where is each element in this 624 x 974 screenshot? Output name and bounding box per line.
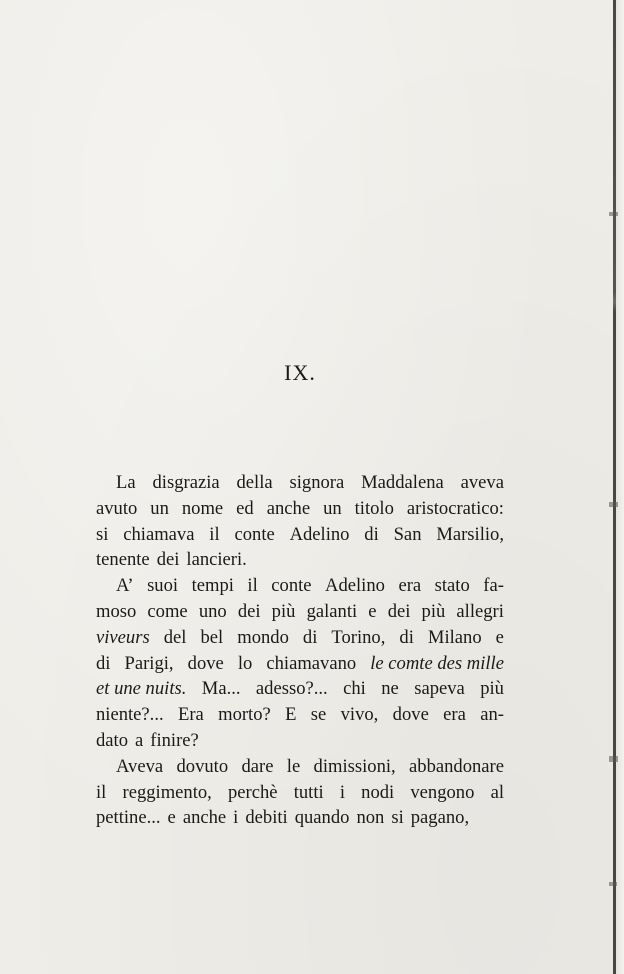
word: Adelino	[325, 575, 385, 597]
word: stato	[434, 575, 470, 597]
word: chi	[343, 678, 366, 700]
word: della	[236, 472, 273, 493]
word: viveurs	[96, 626, 150, 648]
word: dei	[156, 549, 180, 571]
word: conte	[234, 523, 275, 545]
word: avuto	[96, 497, 138, 519]
word: al	[490, 781, 504, 803]
word: un	[323, 497, 342, 519]
paragraph	[96, 573, 504, 754]
word: a	[135, 729, 144, 751]
text-line	[96, 573, 504, 599]
word: chiamava	[123, 523, 195, 545]
text-line	[96, 754, 504, 780]
word: fa-	[483, 575, 504, 597]
word: perchè	[227, 781, 278, 803]
word: Era	[177, 704, 204, 726]
word: il	[96, 781, 107, 803]
word: bel	[200, 626, 224, 648]
word: et une nuits.	[96, 678, 187, 700]
word: dovuto	[176, 755, 229, 777]
word: Adelino	[289, 523, 350, 545]
text-line	[96, 702, 504, 728]
word: e	[368, 600, 377, 622]
word: disgrazia	[152, 472, 220, 493]
word: signora	[289, 472, 345, 493]
word: ed	[236, 497, 254, 519]
word: vivo,	[340, 704, 379, 726]
word: Parigi,	[124, 652, 174, 674]
word: Aveva	[116, 755, 164, 777]
word: dei	[237, 600, 261, 622]
word: e	[167, 807, 176, 829]
text-line	[96, 547, 504, 573]
binding-thread-mark	[609, 502, 618, 507]
word: pettine...	[96, 807, 161, 829]
word: i	[233, 807, 239, 829]
word: e	[495, 626, 504, 648]
word: era	[443, 704, 466, 726]
text-line	[96, 496, 504, 522]
word: Ma...	[201, 678, 241, 700]
word: più	[421, 600, 446, 622]
word: allegri	[456, 600, 504, 622]
word: di	[302, 626, 318, 648]
word: nome	[181, 497, 224, 519]
binding-thread-mark	[609, 756, 618, 762]
paragraph	[96, 470, 504, 573]
word: lancieri.	[186, 549, 247, 571]
word: se	[310, 704, 327, 726]
word: tutti	[293, 781, 324, 803]
word: più	[271, 600, 296, 622]
word: il	[247, 575, 258, 597]
word: galanti	[306, 600, 358, 622]
word: E	[285, 704, 297, 726]
word: quando	[294, 807, 350, 829]
word: più	[480, 678, 504, 700]
word: un	[150, 497, 169, 519]
word: Torino,	[331, 626, 386, 648]
word: adesso?...	[255, 678, 328, 700]
word: lo	[237, 652, 253, 674]
word: suoi	[147, 575, 179, 597]
word: dei	[387, 600, 411, 622]
text-line	[96, 522, 504, 548]
binding-spine	[613, 0, 616, 974]
word: morto?	[218, 704, 271, 726]
word: di	[364, 523, 379, 545]
word: del	[163, 626, 187, 648]
word: di	[96, 652, 111, 674]
word: aristocratico:	[406, 497, 504, 519]
word: dato	[96, 729, 129, 751]
word: si	[391, 807, 404, 829]
paragraph	[96, 754, 504, 831]
word: La	[116, 472, 136, 493]
binding-thread-mark	[609, 212, 618, 216]
word: Maddalena	[361, 472, 444, 493]
word: titolo	[354, 497, 394, 519]
word: vengono	[410, 781, 475, 803]
chapter-heading: IX.	[284, 360, 316, 385]
word: anche	[266, 497, 311, 519]
word: debiti	[245, 807, 288, 829]
word: era	[398, 575, 422, 597]
word: finire?	[150, 729, 199, 751]
word: pagano,	[410, 807, 470, 829]
word: di	[399, 626, 414, 648]
text-line	[96, 676, 504, 702]
word: dove	[187, 652, 224, 674]
binding-thread-mark	[609, 882, 617, 886]
word: non	[356, 807, 385, 829]
word: chiamavano	[266, 652, 357, 674]
text-line	[96, 728, 504, 754]
word: mondo	[237, 626, 289, 648]
word: tempi	[191, 575, 234, 597]
word: come	[147, 600, 188, 622]
word: sapeva	[414, 678, 465, 700]
body-text	[96, 470, 504, 831]
word: dare	[241, 755, 274, 777]
word: si	[96, 523, 109, 545]
word: nodi	[361, 781, 395, 803]
text-line	[96, 625, 504, 651]
word: abbandonare	[409, 755, 504, 777]
word: an-	[480, 704, 504, 726]
word: le comte des mille	[370, 652, 504, 674]
word: aveva	[460, 472, 504, 493]
word: reggimento,	[122, 781, 212, 803]
word: le	[286, 755, 301, 777]
text-line	[96, 599, 504, 625]
word: A’	[116, 575, 134, 597]
text-line	[96, 470, 504, 496]
word: dimissioni,	[313, 755, 396, 777]
word: ne	[381, 678, 399, 700]
text-line	[96, 805, 504, 831]
text-line	[96, 780, 504, 806]
word: Marsilio,	[436, 523, 504, 545]
page-edge	[616, 0, 624, 974]
word: il	[209, 523, 220, 545]
word: moso	[96, 600, 137, 622]
word: anche	[182, 807, 227, 829]
word: San	[393, 523, 422, 545]
word: tenente	[96, 549, 150, 571]
word: niente?...	[96, 704, 164, 726]
word: uno	[198, 600, 227, 622]
word: Milano	[427, 626, 482, 648]
word: conte	[271, 575, 312, 597]
word: dove	[392, 704, 429, 726]
word: i	[339, 781, 345, 803]
text-line	[96, 651, 504, 677]
